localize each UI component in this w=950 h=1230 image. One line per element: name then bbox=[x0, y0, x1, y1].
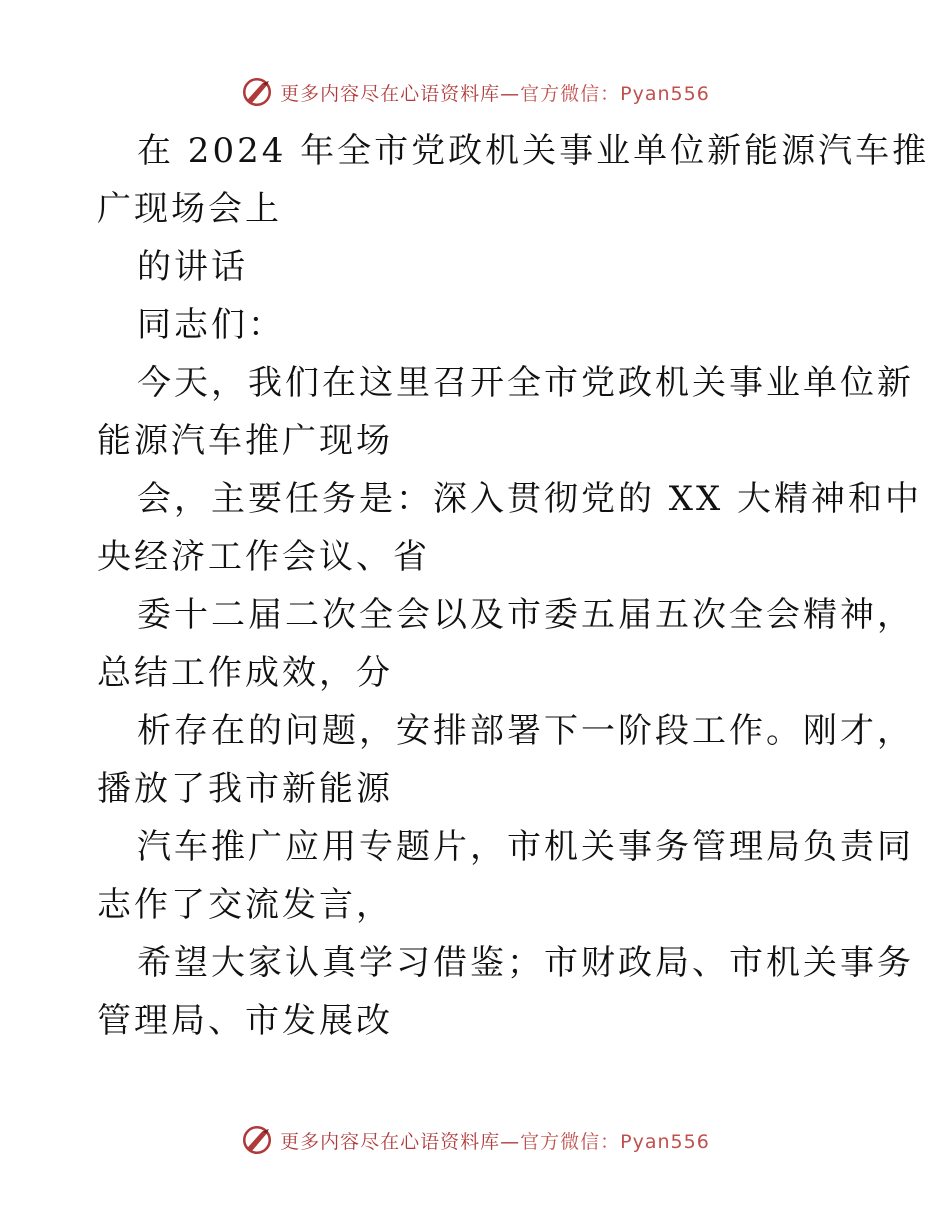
text-line: 的讲话 bbox=[137, 247, 248, 287]
text-line: 委十二届二次全会以及市委五届五次全会精神， bbox=[137, 595, 914, 635]
text-line: 在 2024 年全市党政机关事业单位新能源汽车推 bbox=[137, 131, 930, 171]
text-line: 析存在的问题，安排部署下一阶段工作。刚才， bbox=[137, 711, 914, 751]
text-line: 管理局、市发展改 bbox=[97, 1001, 393, 1041]
banner-separator: — bbox=[500, 1130, 521, 1153]
text-line: 会，主要任务是：深入贯彻党的 XX 大精神和中 bbox=[137, 479, 923, 519]
footer-watermark-banner bbox=[0, 1120, 950, 1160]
header-watermark-banner bbox=[0, 72, 950, 112]
text-line: 同志们： bbox=[137, 305, 285, 345]
brand-text: 更多内容尽在心语资料库 bbox=[280, 82, 501, 105]
wechat-text: 官方微信：Pyan556 bbox=[520, 1130, 710, 1153]
text-line: 总结工作成效，分 bbox=[97, 653, 393, 693]
text-line: 汽车推广应用专题片，市机关事务管理局负责同 bbox=[137, 827, 914, 867]
banner-text bbox=[280, 79, 710, 106]
pen-circle-icon bbox=[240, 75, 274, 109]
text-line: 播放了我市新能源 bbox=[97, 769, 393, 809]
pen-circle-icon bbox=[240, 1123, 274, 1157]
text-line: 能源汽车推广现场 bbox=[97, 421, 393, 461]
text-line: 广现场会上 bbox=[97, 189, 282, 229]
brand-text: 更多内容尽在心语资料库 bbox=[280, 1130, 501, 1153]
wechat-text: 官方微信：Pyan556 bbox=[520, 82, 710, 105]
text-line: 央经济工作会议、省 bbox=[97, 537, 430, 577]
banner-text bbox=[280, 1127, 710, 1154]
text-line: 希望大家认真学习借鉴；市财政局、市机关事务 bbox=[137, 943, 914, 983]
document-body bbox=[97, 122, 930, 1050]
text-line: 今天，我们在这里召开全市党政机关事业单位新 bbox=[137, 363, 914, 403]
banner-separator: — bbox=[500, 82, 521, 105]
text-line: 志作了交流发言， bbox=[97, 885, 393, 925]
